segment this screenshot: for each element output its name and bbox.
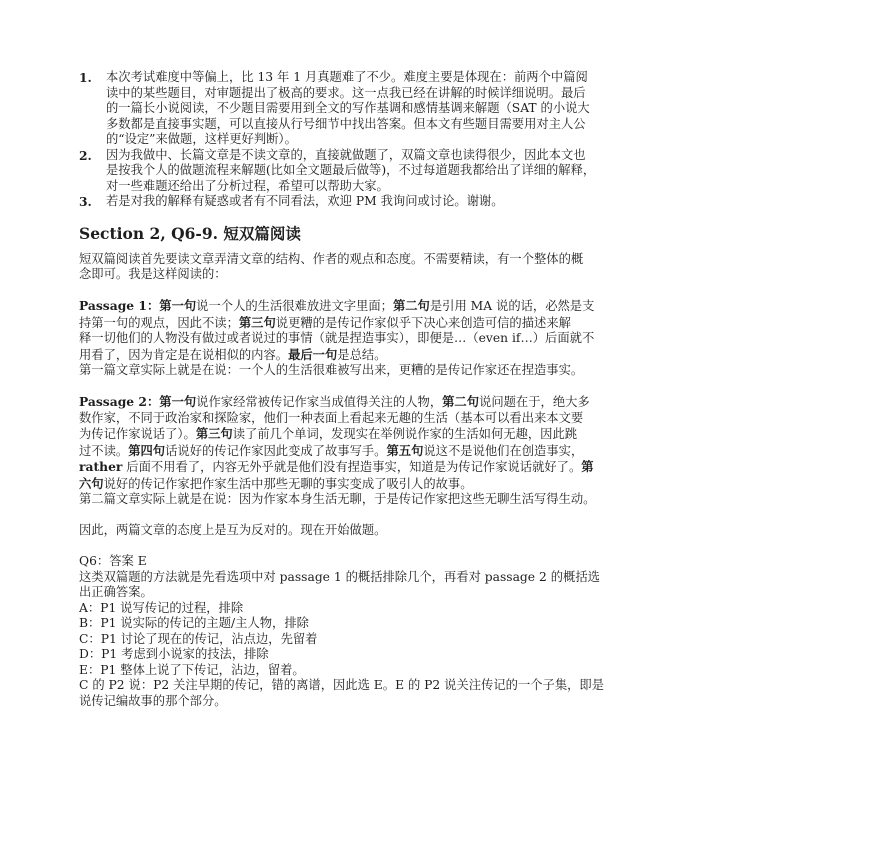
sentence-marker: 第 (581, 459, 594, 474)
analysis-text: 说作家经常被传记作家当成值得关注的人物， (196, 395, 443, 409)
analysis-text: 后面不用看了，内容无外乎就是他们没有捏造事实，知道是为传记作家说话就好了。 (122, 460, 582, 474)
intro-line: 短双篇阅读首先要读文章弄清文章的结构、作者的观点和态度。不需要精读，有一个整体的概 (79, 251, 584, 266)
analysis-text: 用看了，因为肯定是在说相似的内容。 (79, 347, 289, 362)
sentence-marker: 第三句 (238, 314, 276, 330)
passage-label: Passage 1： (79, 298, 160, 313)
note-item-2 (79, 148, 795, 195)
q6-option: B：P1 说实际的传记的主题/主人物，排除 (79, 616, 309, 630)
q6-final-line: C 的 P2 说：P2 关注早期的传记，错的离谱，因此选 E。E 的 P2 说关注传记的一个子集，即是 (79, 678, 605, 692)
sentence-marker: 第二句 (392, 298, 430, 313)
sentence-marker: 六句 (79, 475, 104, 491)
note-line: 的“设定”来做题，这样更好判断）。 (106, 132, 297, 146)
analysis-text: 为传记作家说话了）。 (79, 427, 196, 441)
sentence-marker: 第四句 (128, 442, 166, 458)
note-line: 读中的某些题目，对审题提出了极高的要求。这一点我已经在讲解的时候详细说明。最后 (106, 85, 586, 100)
keyword: rather (79, 459, 123, 474)
analysis-text: 读了前几个单词，发现实在举例说作家的生活如何无趣，因此跳 (232, 427, 578, 441)
analysis-text: 说问题在于，绝大多 (479, 395, 590, 409)
analysis-text: 说这不是说他们在创造事实， (423, 443, 584, 458)
analysis-text: 释一切他们的人物没有做过或者说过的事情（就是捏造事实），即便是…（even if…）后面就不 (79, 331, 595, 345)
q6-method-line: 出正确答案。 (79, 585, 153, 599)
note-line: 因为我做中、长篇文章是不读文章的，直接就做题了，双篇文章也读得很少，因此本文也 (106, 147, 586, 162)
q6-final-line: 说传记编故事的那个部分。 (79, 693, 227, 708)
passage-1-summary: 第一篇文章实际上就是在说：一个人的生活很难被写出来，更糟的是传记作家还在捏造事实。 (79, 363, 584, 377)
q6-option: E：P1 整体上说了下传记，沾边，留着。 (79, 662, 305, 677)
note-line: 对一些难题还给出了分析过程，希望可以帮助大家。 (106, 178, 389, 193)
passage-2-summary: 第二篇文章实际上就是在说：因为作家本身生活无聊，于是传记作家把这些无聊生活写得生动。 (79, 492, 596, 506)
q6-option: D：P1 考虑到小说家的技法，排除 (79, 647, 269, 661)
note-item-3 (79, 194, 795, 210)
passage-1-analysis (79, 298, 795, 379)
note-number: 1. (79, 70, 92, 85)
q6-method-line: 这类双篇题的方法就是先看选项中对 passage 1 的概括排除几个，再看对 passage 2 的概括选 (79, 569, 600, 584)
sentence-marker: 第三句 (195, 426, 233, 441)
sentence-marker: 第二句 (442, 394, 480, 409)
passage-label: Passage 2： (79, 394, 160, 409)
intro-paragraph (79, 252, 795, 283)
analysis-text: 说一个人的生活很难放进文字里面； (196, 299, 393, 313)
analysis-text: 话说好的传记作家因此变成了故事写手。 (165, 443, 387, 458)
note-line: 是按我个人的做题流程来解题(比如全文题最后做等)，不过每道题我都给出了详细的解释， (106, 163, 596, 177)
analysis-text: 数作家，不同于政治家和探险家，他们一种表面上看起来无趣的生活（基本可以看出来本文要 (79, 410, 584, 425)
analysis-text: 说好的传记作家把作家生活中那些无聊的事实变成了吸引人的故事。 (103, 476, 473, 491)
passage-2-analysis (79, 394, 795, 508)
q6-option: A：P1 说写传记的过程，排除 (79, 600, 244, 615)
analysis-text: 是总结。 (337, 347, 387, 362)
document-page (79, 70, 795, 709)
sentence-marker: 第一句 (159, 394, 197, 409)
note-line: 的一篇长小说阅读，不少题目需要用到全文的写作基调和感情基调来解题（SAT 的小说大 (106, 101, 590, 115)
q6-option: C：P1 讨论了现在的传记，沾点边，先留着 (79, 631, 318, 646)
analysis-text: 过不读。 (79, 443, 129, 458)
q6-title: Q6：答案 E (79, 554, 147, 568)
notes-list (79, 70, 795, 210)
analysis-text: 是引用 MA 说的话，必然是支 (429, 299, 595, 313)
sentence-marker: 第一句 (159, 298, 197, 313)
note-item-1 (79, 70, 795, 148)
analysis-text: 说更糟的是传记作家似乎下决心来创造可信的描述来解 (275, 315, 571, 330)
sentence-marker: 第五句 (386, 442, 424, 458)
sentence-marker: 最后一句 (288, 346, 338, 362)
note-line: 若是对我的解释有疑惑或者有不同看法，欢迎 PM 我询问或讨论。谢谢。 (106, 194, 504, 208)
conclusion: 因此，两篇文章的态度上是互为反对的。现在开始做题。 (79, 523, 387, 537)
note-number: 3. (79, 194, 92, 209)
note-line: 本次考试难度中等偏上，比 13 年 1 月真题难了不少。难度主要是体现在：前两个中篇阅 (106, 70, 588, 84)
q6-block (79, 554, 795, 709)
note-line: 多数都是直接事实题，可以直接从行号细节中找出答案。但本文有些题目需要用对主人公 (106, 116, 586, 131)
intro-line: 念即可。我是这样阅读的： (79, 267, 227, 281)
section-heading: Section 2, Q6-9. 短双篇阅读 (79, 223, 301, 243)
analysis-text: 持第一句的观点，因此不读； (79, 315, 239, 330)
note-number: 2. (79, 147, 92, 163)
